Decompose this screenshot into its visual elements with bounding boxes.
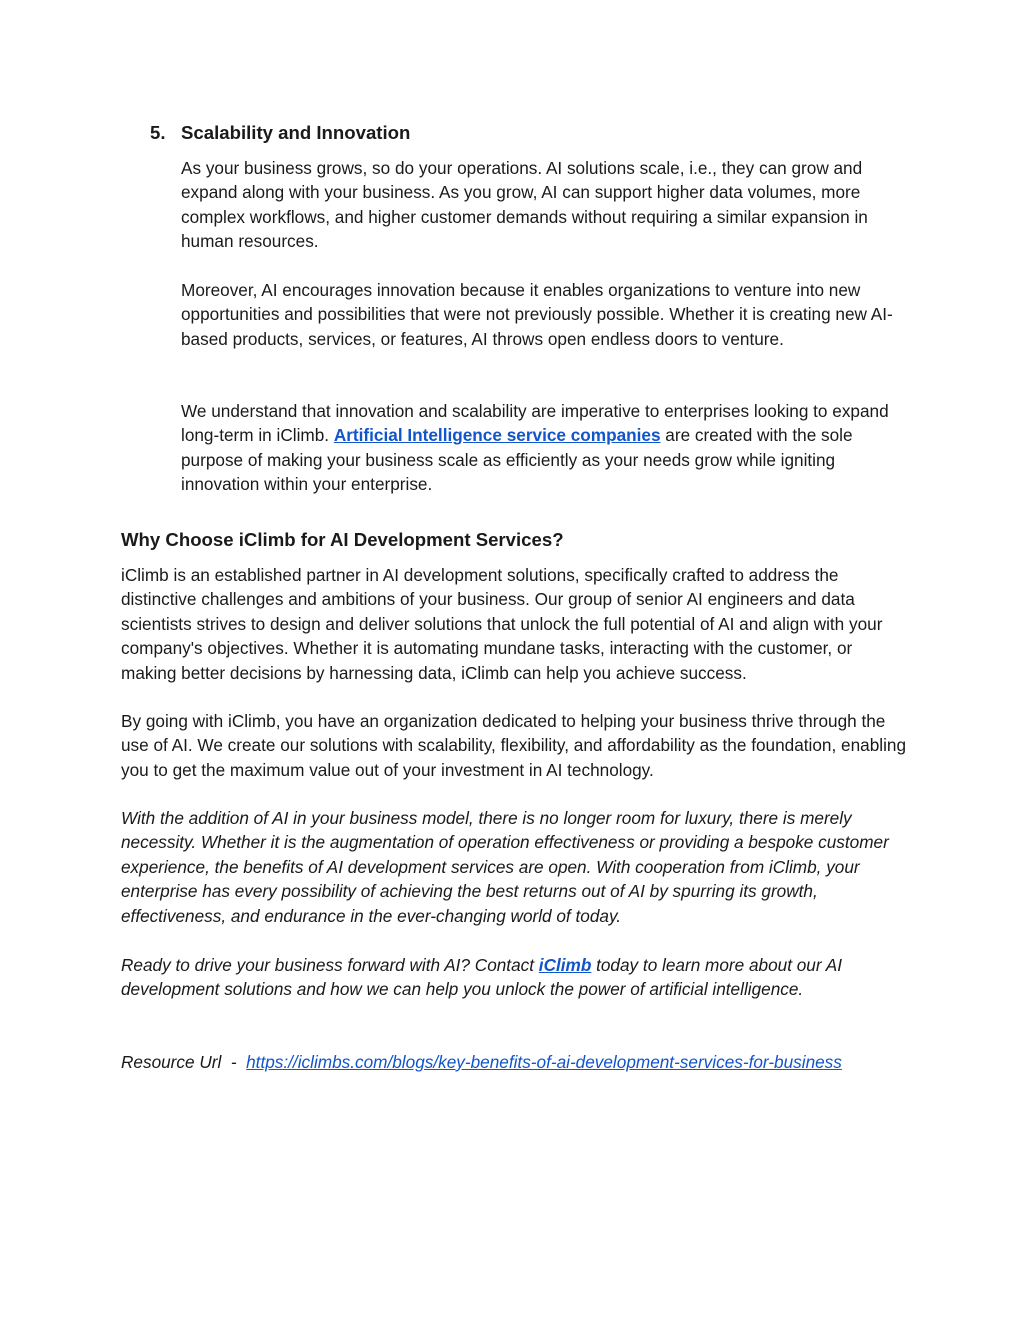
paragraph-text: today to learn more about our AI development solutions and how we can help you unlock the power of artificial intelligence. bbox=[121, 955, 842, 1000]
ai-service-companies-link[interactable]: Artificial Intelligence service companies bbox=[333, 425, 661, 446]
scalability-paragraph-1: As your business grows, so do your operations. AI solutions scale, i.e., they can grow and expand along with your business. As you grow, AI can support higher data volumes, more complex workflows, and higher customer demands without requiring a similar expansion in human resources. bbox=[181, 158, 868, 252]
iclimb-link[interactable]: iClimb bbox=[538, 955, 592, 975]
section-number: 5. bbox=[150, 122, 166, 143]
why-paragraph-3: With the addition of AI in your business model, there is no longer room for luxury, there is merely necessity. Whether it is the augmentation of operation effectiveness or providing a bespoke customer experience, the benefits of AI development services are open. With cooperation from iClimb, your enterprise has every possibility of achieving the best returns out of AI by spurring its growth, effectiveness, and endurance in the ever-changing world of today. bbox=[121, 808, 889, 926]
resource-url-line bbox=[121, 1050, 911, 1074]
scalability-paragraph-3 bbox=[181, 399, 911, 497]
resource-label: Resource Url - bbox=[121, 1052, 247, 1072]
why-paragraph-2: By going with iClimb, you have an organization dedicated to helping your business thrive through the use of AI. We create our solutions with scalability, flexibility, and affordability as the foundation, enabling you to get the maximum value out of your investment in AI technology. bbox=[121, 711, 907, 780]
paragraph-text: are created with the sole purpose of making your business scale as efficiently as your needs grow while igniting innovation within your enterprise. bbox=[181, 425, 853, 495]
paragraph-text: Ready to drive your business forward with AI? Contact bbox=[121, 955, 539, 975]
paragraph-text: We understand that innovation and scalability are imperative to enterprises looking to expand long-term in iClimb. bbox=[181, 401, 889, 446]
resource-url-link[interactable]: https://iclimbs.com/blogs/key-benefits-of-ai-development-services-for-business bbox=[246, 1052, 842, 1072]
section-title: Scalability and Innovation bbox=[181, 122, 411, 143]
why-paragraph-1: iClimb is an established partner in AI development solutions, specifically crafted to address the distinctive challenges and ambitions of your business. Our group of senior AI engineers and data scientists strives to design and deliver solutions that unlock the full potential of AI and align with your company's objectives. Whether it is automating mundane tasks, interacting with the customer, or making better decisions by harnessing data, iClimb can help you achieve success. bbox=[121, 565, 883, 683]
why-choose-heading: Why Choose iClimb for AI Development Services? bbox=[121, 529, 564, 550]
scalability-paragraph-2: Moreover, AI encourages innovation because it enables organizations to venture into new opportunities and possibilities that were not previously possible. Whether it is creating new AI-based products, services, or features, AI throws open endless doors to venture. bbox=[181, 280, 893, 349]
call-to-action-paragraph bbox=[121, 953, 911, 1002]
